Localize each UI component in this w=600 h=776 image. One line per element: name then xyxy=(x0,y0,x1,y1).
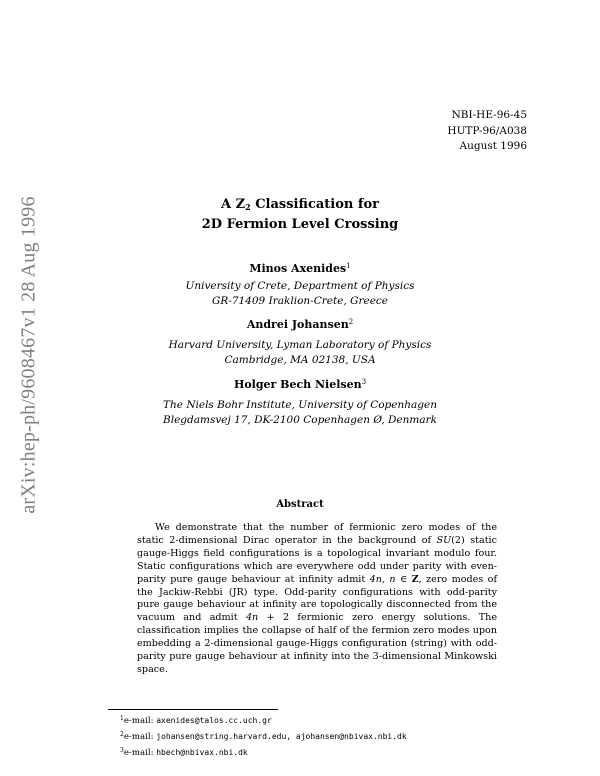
footnotes xyxy=(120,712,407,760)
author-name: Holger Bech Nielsen$^3$ xyxy=(233,378,367,391)
abstract-heading: Abstract xyxy=(276,499,324,510)
report-numbers xyxy=(447,108,527,155)
footnote-email: $^3$e-mail: hbech@nbivax.nbi.dk xyxy=(120,747,248,758)
author-name: Andrei Johansen$^2$ xyxy=(246,318,354,331)
title-line-1: A $Z_2$ Classification for xyxy=(221,197,379,212)
author-affiliation: University of Crete, Department of Physics GR-71409 Iraklion-Crete, Greece xyxy=(185,280,415,307)
paper-title xyxy=(0,196,600,233)
footnote-email: $^2$e-mail: johansen@string.harvard.edu, ajohansen@nbivax.nbi.dk xyxy=(120,731,407,742)
author-affiliation: The Niels Bohr Institute, University of Copenhagen Blegdamsvej 17, DK-2100 Copenhagen Ø, Denmark xyxy=(163,399,437,426)
footnote-email: $^1$e-mail: axenides@talos.cc.uch.gr xyxy=(120,715,272,726)
footnote-rule xyxy=(108,709,278,710)
title-line-2: 2D Fermion Level Crossing xyxy=(201,217,399,232)
author-affiliation: Harvard University, Lyman Laboratory of Physics Cambridge, MA 02138, USA xyxy=(168,339,432,366)
report-number-hutp: HUTP-96/A038 xyxy=(447,124,527,137)
report-number-nbi: NBI-HE-96-45 xyxy=(451,109,527,121)
author-name: Minos Axenides$^1$ xyxy=(249,262,351,275)
report-date: August 1996 xyxy=(459,140,527,152)
abstract-text: We demonstrate that the number of fermionic zero modes of the static 2-dimensional Dirac operator in the background of SU(2) static gauge-Higgs field configurations is a topological invariant modulo four. Static configurations which are everywhere odd under parity with even-parity pure gauge behaviour at infinity admit 4n, n ∈ Z, zero modes of the Jackiw-Rebbi (JR) type. Odd-parity configurations with odd-parity pure gauge behaviour at infinity are topologically disconnected from the vacuum and admit 4n + 2 fermionic zero energy solutions. The classification implies the collapse of half of the fermion zero modes upon embedding a 2-dimensional gauge-Higgs configuration (string) with odd-parity pure gauge behaviour at infinity into the 3-dimensional Minkowski space. xyxy=(137,522,498,675)
arxiv-id: arXiv:hep-ph/9608467v1 28 Aug 1996 xyxy=(17,196,40,514)
